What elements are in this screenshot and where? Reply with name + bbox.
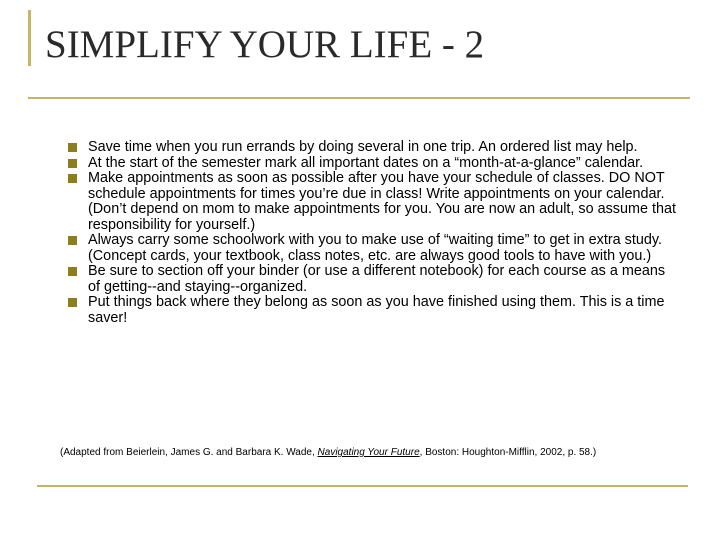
bullet-item — [68, 156, 678, 172]
square-bullet-icon — [68, 159, 77, 168]
square-bullet-icon — [68, 236, 77, 245]
bullet-item — [68, 264, 678, 295]
square-bullet-icon — [68, 143, 77, 152]
bullet-item — [68, 171, 678, 233]
square-bullet-icon — [68, 298, 77, 307]
citation — [60, 446, 596, 459]
bullet-text: Save time when you run errands by doing several in one trip. An ordered list may help. — [88, 139, 638, 155]
title-divider — [28, 97, 690, 99]
bullet-text: Make appointments as soon as possible after you have your schedule of classes. DO NOT schedule appointments for times you’re due in class! Write appointments on your calendar. (Don’t depend on mom to make appointments for you. You are now an adult, so assume that responsibility for yourself.) — [88, 170, 676, 233]
bullet-item — [68, 233, 678, 264]
square-bullet-icon — [68, 267, 77, 276]
citation-prefix: (Adapted from Beierlein, James G. and Barbara K. Wade, — [60, 447, 318, 458]
bullet-text: Always carry some schoolwork with you to make use of “waiting time” to get in extra study. (Concept cards, your textbook, class notes, etc. are always good tools to have with you.) — [88, 232, 662, 264]
title-accent-rule — [28, 10, 31, 66]
bullet-text: Put things back where they belong as soon as you have finished using them. This is a time saver! — [88, 294, 665, 326]
slide-title: SIMPLIFY YOUR LIFE - 2 — [45, 23, 485, 66]
bullet-text: At the start of the semester mark all important dates on a “month-at-a-glance” calendar. — [88, 154, 644, 171]
footer-divider — [37, 485, 688, 487]
bullet-text: Be sure to section off your binder (or use a different notebook) for each course as a means of getting--and staying--organized. — [88, 263, 666, 295]
citation-book-title: Navigating Your Future — [317, 447, 420, 458]
bullet-item — [68, 295, 678, 326]
bullet-list — [68, 140, 678, 326]
bullet-item — [68, 140, 678, 156]
square-bullet-icon — [68, 174, 77, 183]
citation-suffix: , Boston: Houghton-Mifflin, 2002, p. 58.) — [419, 447, 597, 458]
